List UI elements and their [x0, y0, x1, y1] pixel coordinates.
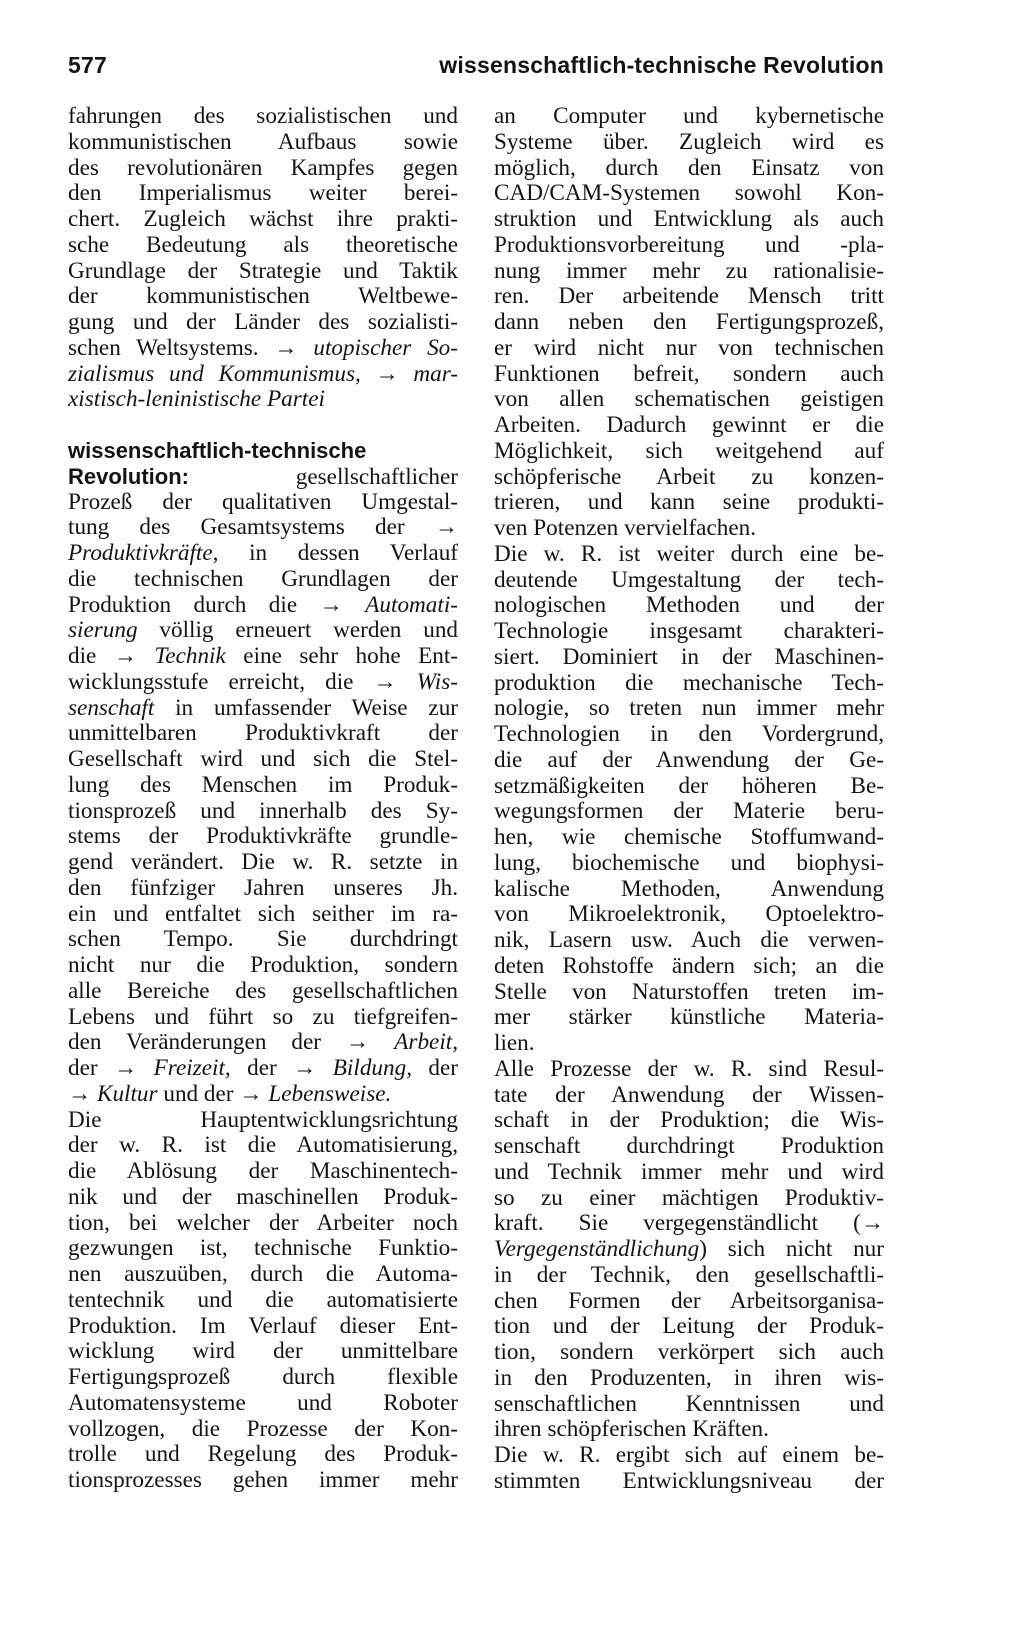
text-line: in der Technik, den gesellschaftli-: [494, 1261, 884, 1288]
text-line: Automatensysteme und Roboter: [68, 1389, 458, 1416]
text-line: [68, 696, 458, 722]
text-line: tion, sondern verkörpert sich auch: [494, 1339, 884, 1365]
text-line: ein und entfaltet sich seither im ra-: [68, 900, 458, 927]
text-span: in umfassender Weise zur: [175, 694, 459, 721]
text-line: Grundlage der Strategie und Taktik: [68, 257, 458, 284]
text-line: Systeme über. Zugleich wird es: [494, 128, 884, 155]
text-line: [68, 541, 458, 567]
text-line: [68, 1056, 458, 1082]
text-line: sche Bedeutung als theoretische: [68, 231, 458, 258]
text-line: Produktion. Im Verlauf dieser Ent-: [68, 1312, 458, 1339]
text-line: lien.: [494, 1030, 535, 1056]
text-line: unmittelbaren Produktivkraft der: [68, 720, 458, 747]
text-line: die auf der Anwendung der Ge-: [494, 746, 884, 773]
text-line: den Imperialismus weiter berei-: [68, 180, 458, 207]
text-line: [494, 1211, 884, 1237]
text-line: Möglichkeit, sich weitgehend auf: [494, 437, 884, 464]
text-line: Lebens und führt so zu tiefgreifen-: [68, 1003, 458, 1030]
text-span: der: [247, 1055, 277, 1081]
text-line: [68, 1030, 458, 1056]
text-line: kommunistischen Aufbaus sowie: [68, 128, 458, 155]
text-span: der: [428, 1055, 459, 1081]
cross-reference-link[interactable]: senschaft: [68, 694, 155, 721]
arrow-icon: →: [239, 1080, 263, 1107]
text-line: lung des Menschen im Produk-: [68, 771, 458, 798]
text-line: chert. Zugleich wächst ihre prakti-: [68, 206, 458, 232]
text-line: wicklung wird der unmittelbare: [68, 1338, 458, 1365]
text-line: gend verändert. Die w. R. setzte in: [68, 849, 458, 875]
arrow-icon: →: [375, 360, 399, 387]
text-line: und Technik immer mehr und wird: [494, 1158, 884, 1185]
cross-reference-link[interactable]: zialismus und Kommunismus,: [68, 360, 361, 387]
entry-term: wissenschaftlich-technische: [68, 438, 367, 463]
text-span: der: [68, 1055, 98, 1081]
text-span: tung des Gesamtsystems der: [68, 514, 405, 541]
text-span: den Veränderungen der: [68, 1029, 322, 1056]
arrow-icon: →: [346, 1029, 370, 1056]
text-line: trolle und Regelung des Produk-: [68, 1441, 458, 1468]
text-line: alle Bereiche des gesellschaftlichen: [68, 977, 458, 1004]
cross-reference-line: [68, 362, 458, 388]
text-line: siert. Dominiert in der Maschinen-: [494, 643, 884, 670]
text-line: nologie, so treten nun immer mehr: [494, 695, 884, 722]
page-header: [68, 52, 884, 79]
cross-reference-link[interactable]: xistisch-leninistische Partei: [68, 386, 325, 413]
text-line: Funktionen befreit, sondern auch: [494, 360, 884, 387]
text-line: Gesellschaft wird und sich die Stel-: [68, 746, 458, 772]
cross-reference-link[interactable]: Arbeit,: [394, 1029, 459, 1056]
text-line: der kommunistischen Weltbewe-: [68, 283, 458, 310]
paren: (: [853, 1210, 861, 1237]
text-line: von Mikroelektronik, Optoelektro-: [494, 901, 884, 928]
text-line: ihren schöpferischen Kräften.: [494, 1416, 769, 1443]
text-span: völlig erneuert werden und: [159, 617, 459, 644]
text-line: CAD/CAM-Systemen sowohl Kon-: [494, 180, 884, 207]
text-line: trieren, und kann seine produkti-: [494, 489, 884, 516]
text-line: schöpferische Arbeit zu konzen-: [494, 463, 884, 490]
text-line: Arbeiten. Dadurch gewinnt er die: [494, 412, 884, 438]
cross-reference-link[interactable]: Automati-: [365, 591, 458, 618]
text-line: tate der Anwendung der Wissen-: [494, 1081, 884, 1108]
text-span: wicklungsstufe erreicht, die: [68, 668, 354, 695]
text-line: Stelle von Naturstoffen treten im-: [494, 978, 884, 1005]
cross-reference-link[interactable]: Freizeit,: [153, 1055, 231, 1081]
arrow-icon: →: [319, 591, 343, 618]
arrow-icon: →: [114, 1055, 138, 1081]
text-line: Alle Prozesse der w. R. sind Resul-: [494, 1055, 884, 1082]
text-line: mer stärker künstliche Materia-: [494, 1004, 884, 1031]
text-line: deten Rohstoffe ändern sich; an die: [494, 952, 884, 979]
text-line: [68, 1082, 458, 1108]
text-line: tion und der Leitung der Produk-: [494, 1313, 884, 1340]
text-line: [68, 670, 458, 696]
text-line: chen Formen der Arbeitsorganisa-: [494, 1287, 884, 1314]
entry-first-line: [68, 464, 458, 490]
text-line: gezwungen ist, technische Funktio-: [68, 1235, 458, 1262]
text-line: wegungsformen der Materie beru-: [494, 798, 884, 825]
arrow-icon: →: [113, 643, 138, 669]
text-line: lung, biochemische und biophysi-: [494, 849, 884, 876]
text-line: Die w. R. ist weiter durch eine be-: [494, 540, 884, 567]
text-line: setzmäßigkeiten der höheren Be-: [494, 772, 884, 799]
text-line: er wird nicht nur von technischen: [494, 334, 884, 361]
text-line: Fertigungsprozeß durch flexible: [68, 1364, 458, 1390]
text-line: tionsprozesses gehen immer mehr: [68, 1467, 458, 1493]
text-line: Prozeß der qualitativen Umgestal-: [68, 488, 458, 515]
cross-reference-line: [68, 336, 458, 362]
text-line: [68, 593, 458, 619]
text-line: möglich, durch den Einsatz von: [494, 154, 884, 181]
text-line: [68, 515, 458, 541]
text-line: struktion und Entwicklung als auch: [494, 206, 884, 232]
text-line: tion, bei welcher der Arbeiter noch: [68, 1209, 458, 1236]
text-line: senschaft durchdringt Produktion: [494, 1133, 884, 1159]
text-line: Technologie insgesamt charakteri-: [494, 618, 884, 644]
text-line: Produktionsvorbereitung und -pla-: [494, 231, 884, 258]
cross-reference-link[interactable]: Bildung,: [332, 1055, 412, 1081]
text-line: den fünfziger Jahren unseres Jh.: [68, 874, 458, 901]
arrow-icon: →: [293, 1055, 317, 1081]
text-line: stimmten Entwicklungsniveau der: [494, 1467, 884, 1494]
text-span: die: [68, 643, 97, 669]
cross-reference-link[interactable]: Kultur: [96, 1080, 158, 1107]
text-line: ven Potenzen vervielfachen.: [494, 515, 757, 541]
text-line: ren. Der arbeitende Mensch tritt: [494, 283, 884, 310]
text-span: schen Weltsystems.: [68, 334, 259, 361]
text-line: gung und der Länder des sozialisti-: [68, 309, 458, 335]
text-span: und der: [163, 1080, 234, 1107]
text-line: Die w. R. ergibt sich auf einem be-: [494, 1442, 884, 1468]
text-span: in dessen Verlauf: [249, 540, 459, 566]
text-line: Technologien in den Vordergrund,: [494, 721, 884, 747]
cross-reference-link[interactable]: utopischer So-: [313, 334, 458, 361]
text-span: Produktion durch die: [68, 591, 298, 618]
text-line: dann neben den Fertigungsprozeß,: [494, 309, 884, 335]
text-span: [853, 1210, 884, 1236]
text-line: schaft in der Produktion; die Wis-: [494, 1107, 884, 1134]
text-span: ) sich nicht nur: [699, 1236, 884, 1262]
text-line: nik, Lasern usw. Auch die verwen-: [494, 927, 884, 953]
text-line: tentechnik und die automatisierte: [68, 1286, 458, 1313]
text-line: nung immer mehr zu rationalisie-: [494, 257, 884, 284]
cross-reference-link[interactable]: mar-: [413, 360, 459, 387]
text-line: die Ablösung der Maschinentech-: [68, 1158, 458, 1184]
cross-reference-link[interactable]: Lebensweise.: [268, 1080, 392, 1107]
text-line: [68, 618, 458, 644]
text-line: produktion die mechanische Tech-: [494, 669, 884, 696]
text-line: des revolutionären Kampfes gegen: [68, 154, 458, 181]
text-line: Die Hauptentwicklungsrichtung: [68, 1106, 458, 1133]
left-column: [68, 104, 458, 1494]
arrow-icon: →: [68, 1080, 92, 1107]
text-line: [494, 1237, 884, 1263]
cross-reference-link[interactable]: Produktivkräfte,: [68, 540, 219, 566]
text-line: [68, 644, 458, 670]
right-column: [494, 104, 884, 1495]
arrow-icon: →: [860, 1210, 884, 1237]
section-gap: [68, 413, 458, 438]
running-title: wissenschaftlich-technische Revolution: [439, 52, 884, 78]
text-line: stems der Produktivkräfte grundle-: [68, 823, 458, 850]
text-line: nicht nur die Produktion, sondern: [68, 952, 458, 978]
page-number: 577: [68, 52, 107, 78]
text-line: an Computer und kybernetische: [494, 103, 884, 129]
text-span: eine sehr hohe Ent-: [243, 643, 459, 669]
entry-term: Revolution:: [68, 463, 189, 489]
text-line: deutende Umgestaltung der tech-: [494, 566, 884, 593]
text-line: die technischen Grundlagen der: [68, 565, 458, 592]
text-line: senschaftlichen Kenntnissen und: [494, 1390, 884, 1417]
text-line: der w. R. ist die Automatisierung,: [68, 1132, 458, 1159]
text-line: von allen schematischen geistigen: [494, 386, 884, 413]
text-line: in den Produzenten, in ihren wis-: [494, 1364, 884, 1391]
cross-reference-link[interactable]: sierung: [68, 617, 138, 644]
text-line: schen Tempo. Sie durchdringt: [68, 926, 458, 953]
text-line: hen, wie chemische Stoffumwand-: [494, 824, 884, 850]
text-line: vollzogen, die Prozesse der Kon-: [68, 1415, 458, 1442]
text-line: kalische Methoden, Anwendung: [494, 875, 884, 902]
arrow-icon: →: [274, 334, 298, 361]
text-line: tionsprozeß und innerhalb des Sy-: [68, 797, 458, 824]
cross-reference-link[interactable]: Wis-: [416, 668, 458, 695]
cross-reference-link[interactable]: Technik: [154, 643, 226, 669]
text-line: nik und der maschinellen Produk-: [68, 1183, 458, 1210]
text-span: gesellschaftlicher: [295, 463, 458, 490]
text-line: fahrungen des sozialistischen und: [68, 103, 458, 129]
cross-reference-link[interactable]: Vergegenständlichung: [494, 1236, 700, 1262]
text-span: kraft. Sie vergegenständlicht: [494, 1210, 819, 1237]
arrow-icon: →: [373, 668, 397, 695]
arrow-icon: →: [434, 514, 458, 541]
text-line: so zu einer mächtigen Produktiv-: [494, 1184, 884, 1211]
text-line: nologischen Methoden und der: [494, 592, 884, 619]
text-line: nen auszuüben, durch die Automa-: [68, 1261, 458, 1287]
